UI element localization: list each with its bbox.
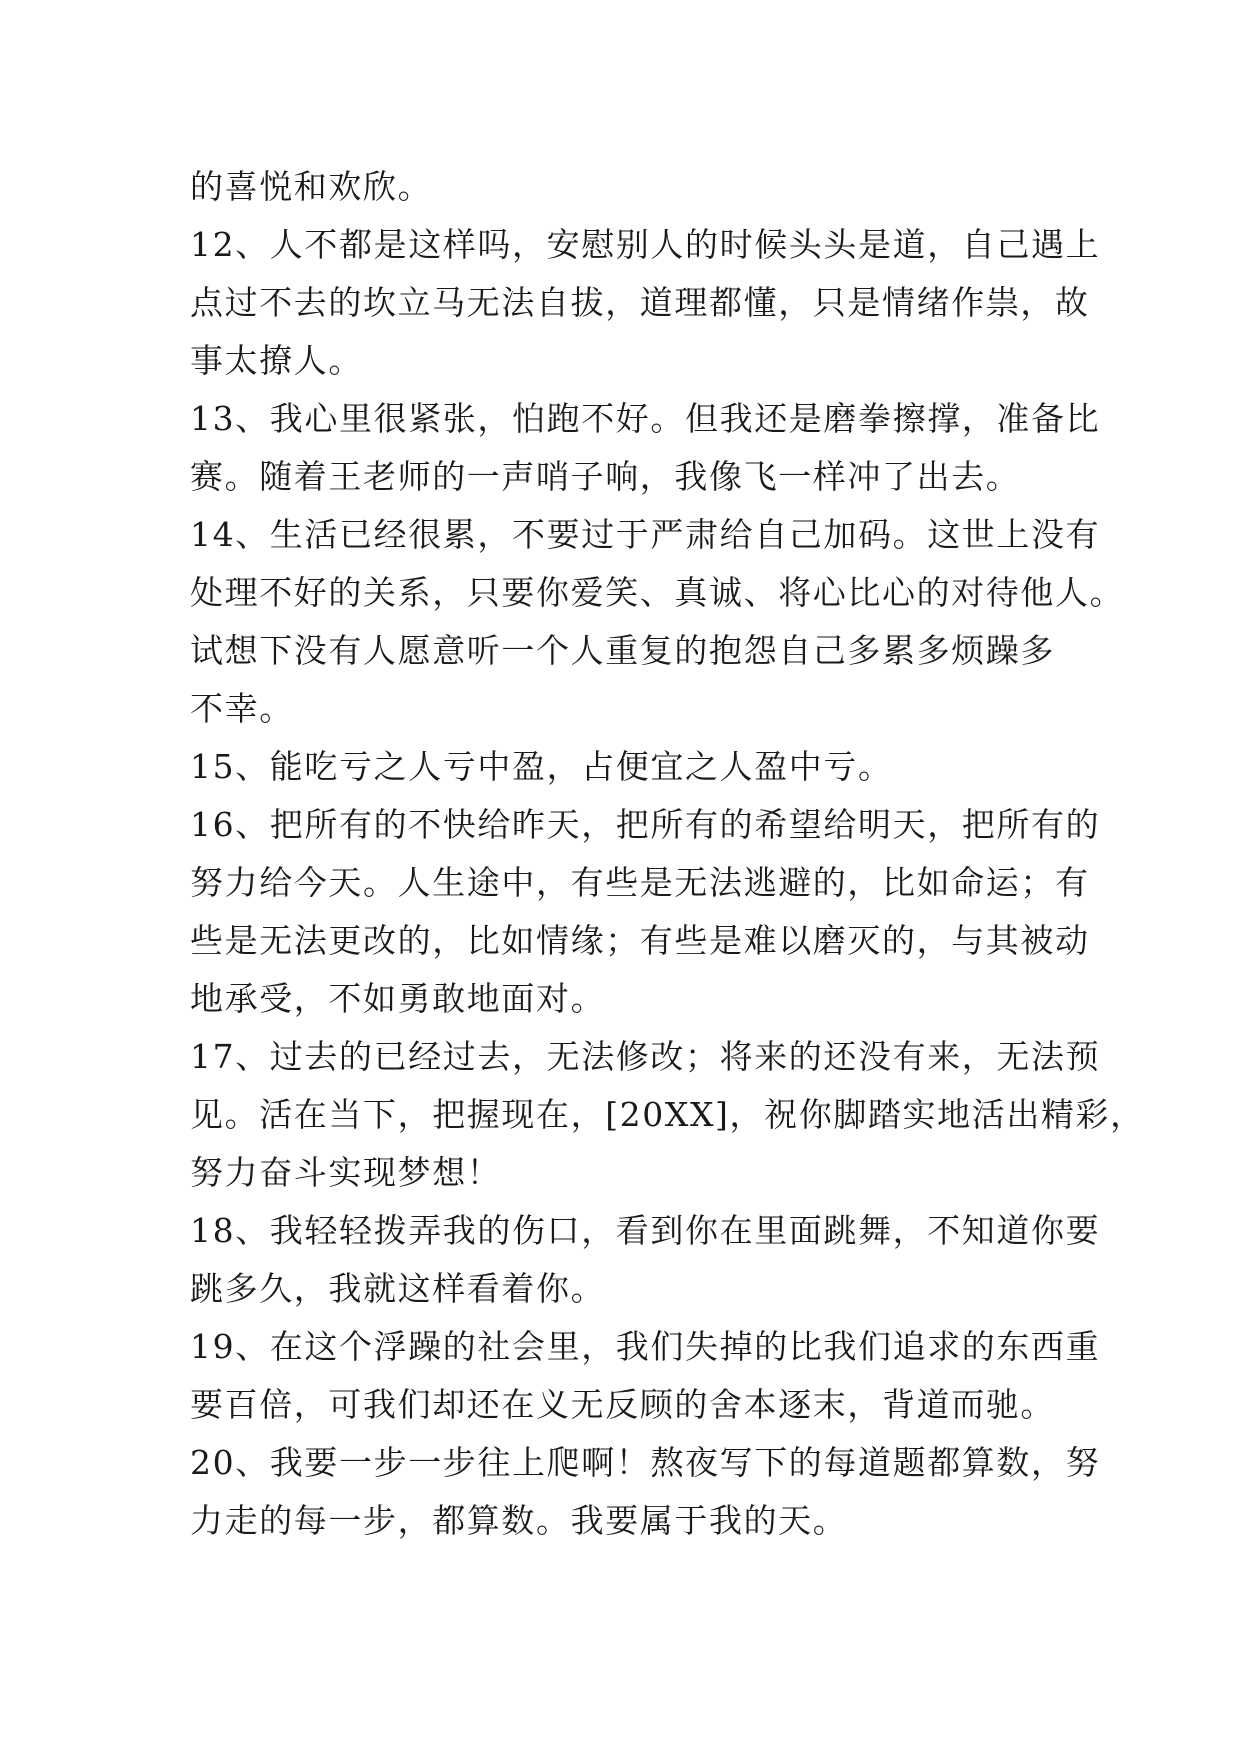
text-line: 不幸。 [190, 689, 294, 728]
text-line: 15、能吃亏之人亏中盈，占便宜之人盈中亏。 [190, 747, 893, 786]
document-body [190, 158, 1145, 1550]
text-line: 18、我轻轻拨弄我的伤口，看到你在里面跳舞，不知道你要 [190, 1211, 1101, 1250]
text-line: 要百倍，可我们却还在义无反顾的舍本逐末，背道而驰。 [190, 1385, 1055, 1424]
text-line: 14、生活已经很累，不要过于严肃给自己加码。这世上没有 [190, 515, 1101, 554]
text-line: 些是无法更改的，比如情缘；有些是难以磨灭的，与其被动 [190, 921, 1090, 960]
text-line: 12、人不都是这样吗，安慰别人的时候头头是道，自己遇上 [190, 225, 1101, 264]
text-line: 处理不好的关系，只要你爱笑、真诚、将心比心的对待他人。 [190, 573, 1125, 612]
text-line: 20、我要一步一步往上爬啊！熬夜写下的每道题都算数，努 [190, 1443, 1101, 1482]
text-line: 努力奋斗实现梦想！ [190, 1153, 502, 1192]
text-line: 的喜悦和欢欣。 [190, 167, 433, 206]
text-line: 事太撩人。 [190, 341, 363, 380]
text-line: 赛。随着王老师的一声哨子响，我像飞一样冲了出去。 [190, 457, 1021, 496]
text-line: 跳多久，我就这样看着你。 [190, 1269, 606, 1308]
text-line: 19、在这个浮躁的社会里，我们失掉的比我们追求的东西重 [190, 1327, 1101, 1366]
text-line: 地承受，不如勇敢地面对。 [190, 979, 606, 1018]
text-line: 见。活在当下，把握现在，[20XX]，祝你脚踏实地活出精彩， [190, 1095, 1145, 1134]
text-line: 努力给今天。人生途中，有些是无法逃避的，比如命运；有 [190, 863, 1090, 902]
text-line: 16、把所有的不快给昨天，把所有的希望给明天，把所有的 [190, 805, 1101, 844]
text-line: 点过不去的坎立马无法自拔，道理都懂，只是情绪作祟，故 [190, 283, 1090, 322]
text-line: 13、我心里很紧张，怕跑不好。但我还是磨拳擦撑，准备比 [190, 399, 1101, 438]
text-line: 试想下没有人愿意听一个人重复的抱怨自己多累多烦躁多 [190, 631, 1055, 670]
text-line: 力走的每一步，都算数。我要属于我的天。 [190, 1501, 848, 1540]
text-line: 17、过去的已经过去，无法修改；将来的还没有来，无法预 [190, 1037, 1101, 1076]
